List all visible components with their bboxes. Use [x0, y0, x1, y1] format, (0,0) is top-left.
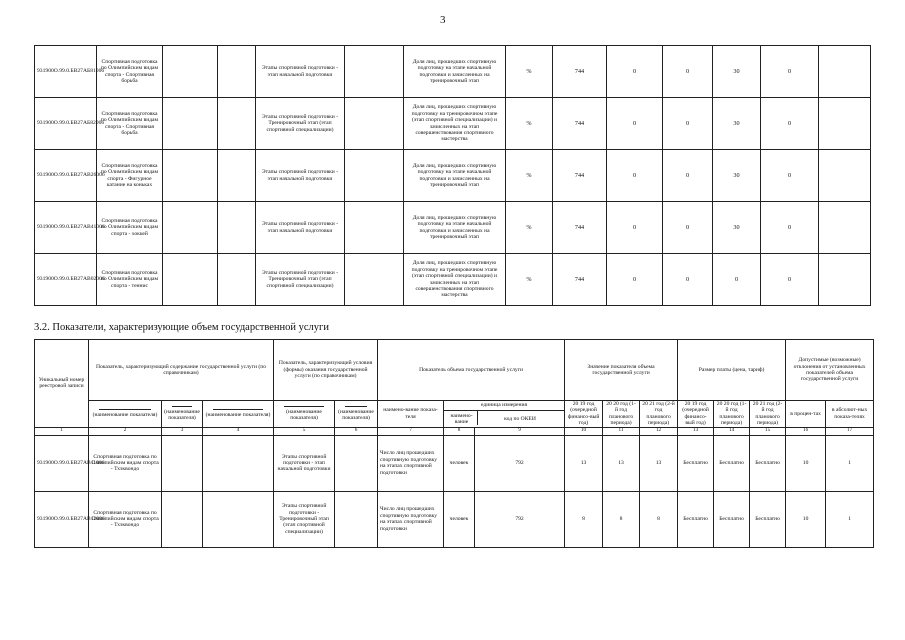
value-cell: 0 [663, 98, 713, 150]
subheader-name: (наименование показателя) [274, 401, 335, 428]
column-index: 11 [603, 427, 640, 435]
volume-indicator: Число лиц прошедших спортивную подготовку на этапах спортивной подготовки [378, 435, 444, 491]
empty-cell [345, 202, 404, 254]
registry-code: 931900О.99.0.БВ27АВ41006 [35, 202, 97, 254]
value-cell: 30 [713, 46, 761, 98]
unit-cell: человек [444, 435, 475, 491]
empty-cell [218, 98, 256, 150]
fee-cell: Бесплатно [750, 435, 786, 491]
value-cell: 0 [761, 202, 819, 254]
column-index: 1 [35, 427, 89, 435]
condition-indicator: Этапы спортивной подготовки - Тренировочный этап (этап спортивной специализации) [274, 491, 335, 547]
subheader-name: (наименование показателя) [335, 401, 378, 428]
column-index: 2 [89, 427, 162, 435]
value-cell: 0 [761, 46, 819, 98]
quality-indicator: Доля лиц, прошедших спортивную подготовку на тренировочном этапе (этап спортивной специализации) и зачисленных на этап совершенствования спортивного мастерства [404, 254, 506, 306]
quality-table [34, 45, 871, 306]
deviation-percent: 10 [786, 491, 826, 547]
table-row [35, 202, 871, 254]
okei-cell: 792 [475, 435, 565, 491]
column-index: 13 [678, 427, 714, 435]
subheader-name: (наименование показателя) [89, 401, 162, 428]
subheader-name: (наименование показателя) [203, 401, 274, 428]
condition-indicator: Этапы спортивной подготовки - Тренировочный этап (этап спортивной специализации) [256, 98, 345, 150]
header-deviation: Допустимые (возможные) отклонения от установленных показателей объема государственной услуги [786, 340, 874, 401]
condition-indicator: Этапы спортивной подготовки - этап начальной подготовки [256, 150, 345, 202]
registry-code: 931900О.99.0.БВ27АВ11006 [35, 435, 89, 491]
column-index: 3 [162, 427, 203, 435]
column-index: 8 [444, 427, 475, 435]
condition-indicator: Этапы спортивной подготовки - Тренировочный этап (этап спортивной специализации) [256, 254, 345, 306]
value-cell: 30 [713, 98, 761, 150]
value-cell: 30 [713, 150, 761, 202]
value-cell: 13 [565, 435, 603, 491]
subheader-year-3: 20 21 год (2-й год планового периода) [640, 401, 678, 428]
value-cell: 8 [565, 491, 603, 547]
subheader-deviation-percent: в процен-тах [786, 401, 826, 428]
empty-cell [203, 491, 274, 547]
content-indicator: Спортивная подготовка по Олимпийским видам спорта - хоккей [97, 202, 163, 254]
unit-cell: % [506, 254, 553, 306]
registry-code: 931900О.99.0.БВ27АВ12006 [35, 491, 89, 547]
empty-cell [345, 98, 404, 150]
subheader-year-2: 20 20 год (1-й год планового периода) [603, 401, 640, 428]
empty-cell [163, 98, 218, 150]
subheader-year-2: 20 20 год (1-й год планового периода) [714, 401, 750, 428]
subheader-name: (наименование показателя) [162, 401, 203, 428]
column-index: 16 [786, 427, 826, 435]
deviation-percent: 10 [786, 435, 826, 491]
condition-indicator: Этапы спортивной подготовки - этап начальной подготовки [256, 46, 345, 98]
unit-cell: % [506, 98, 553, 150]
empty-cell [819, 202, 871, 254]
subheader-deviation-absolute: в абсолют-ных показа-телях [826, 401, 874, 428]
section-title: 3.2. Показатели, характеризующие объем государственной услуги [34, 322, 329, 333]
unit-cell: % [506, 150, 553, 202]
column-index: 14 [714, 427, 750, 435]
quality-indicator: Доля лиц, прошедших спортивную подготовку на этапе начальной подготовки и зачисленных на тренировочный этап [404, 202, 506, 254]
value-cell: 0 [713, 254, 761, 306]
unit-cell: человек [444, 491, 475, 547]
condition-indicator: Этапы спортивной подготовки - этап начальной подготовки [274, 435, 335, 491]
header-value: Значение показателя объема государственной услуги [565, 340, 678, 401]
subheader-year-1: 20 19 год (очередной финансо-вый год) [565, 401, 603, 428]
empty-cell [163, 46, 218, 98]
empty-cell [218, 202, 256, 254]
value-cell: 30 [713, 202, 761, 254]
value-cell: 0 [607, 150, 663, 202]
table-row [35, 254, 871, 306]
value-cell: 0 [761, 98, 819, 150]
empty-cell [819, 46, 871, 98]
value-cell: 0 [663, 202, 713, 254]
empty-cell [163, 254, 218, 306]
value-cell: 0 [663, 150, 713, 202]
registry-code: 931900О.99.0.БВ27АБ81006 [35, 46, 97, 98]
value-cell: 0 [761, 254, 819, 306]
fee-cell: Бесплатно [750, 491, 786, 547]
header-content: Показатель, характеризующий содержание государственной услуги (по справочникам) [89, 340, 274, 401]
okei-cell: 744 [553, 98, 607, 150]
unit-cell: % [506, 46, 553, 98]
value-cell: 13 [640, 435, 678, 491]
page-number: 3 [440, 14, 446, 26]
value-cell: 0 [607, 98, 663, 150]
empty-cell [163, 150, 218, 202]
unit-cell: % [506, 202, 553, 254]
header-condition: Показатель, характеризующий условия (формы) оказания государственной услуги (по справочникам) [274, 340, 378, 401]
table-row [35, 46, 871, 98]
deviation-absolute: 1 [826, 491, 874, 547]
deviation-absolute: 1 [826, 435, 874, 491]
value-cell: 0 [607, 202, 663, 254]
empty-cell [162, 491, 203, 547]
column-index: 7 [378, 427, 444, 435]
empty-cell [335, 435, 378, 491]
subheader-year-1: 20 19 год (очередной финансо-вый год) [678, 401, 714, 428]
value-cell: 0 [607, 254, 663, 306]
value-cell: 8 [640, 491, 678, 547]
column-index: 12 [640, 427, 678, 435]
okei-cell: 792 [475, 491, 565, 547]
quality-indicator: Доля лиц, прошедших спортивную подготовку на тренировочном этапе (этап спортивной специализации) и зачисленных на этап совершенствования спортивного мастерства [404, 98, 506, 150]
registry-code: 931900О.99.0.БВ27АВ26006 [35, 150, 97, 202]
table-row [35, 435, 874, 491]
content-indicator: Спортивная подготовка по Олимпийским видам спорта - теннис [97, 254, 163, 306]
empty-cell [345, 150, 404, 202]
table-row [35, 491, 874, 547]
column-index: 6 [335, 427, 378, 435]
fee-cell: Бесплатно [714, 435, 750, 491]
subheader-year-3: 20 21 год (2-й год планового периода) [750, 401, 786, 428]
condition-indicator: Этапы спортивной подготовки - этап начальной подготовки [256, 202, 345, 254]
content-indicator: Спортивная подготовка по Олимпийским видам спорта - Тхэквондо [89, 491, 162, 547]
column-index: 4 [203, 427, 274, 435]
value-cell: 0 [607, 46, 663, 98]
value-cell: 0 [663, 254, 713, 306]
empty-cell [163, 202, 218, 254]
registry-code: 931900О.99.0.БВ27АВ02006 [35, 254, 97, 306]
quality-indicator: Доля лиц, прошедших спортивную подготовку на этапе начальной подготовки и зачисленных на тренировочный этап [404, 46, 506, 98]
empty-cell [819, 254, 871, 306]
empty-cell [819, 150, 871, 202]
header-volume: Показатель объема государственной услуги [378, 340, 565, 401]
subheader-okei: код по ОКЕИ [504, 415, 536, 422]
column-index: 9 [475, 427, 565, 435]
okei-cell: 744 [553, 202, 607, 254]
empty-cell [345, 46, 404, 98]
volume-table [34, 339, 874, 548]
table-row [35, 98, 871, 150]
empty-cell [162, 435, 203, 491]
column-index: 17 [826, 427, 874, 435]
value-cell: 0 [761, 150, 819, 202]
header-fee: Размер платы (цена, тариф) [678, 340, 786, 401]
empty-cell [335, 491, 378, 547]
table-row [35, 150, 871, 202]
empty-cell [203, 435, 274, 491]
quality-indicator: Доля лиц, прошедших спортивную подготовку на этапе начальной подготовки и зачисленных на тренировочный этап [404, 150, 506, 202]
content-indicator: Спортивная подготовка по Олимпийским видам спорта - Тхэквондо [89, 435, 162, 491]
empty-cell [218, 150, 256, 202]
header-code: Уникальный номер реестровой записи [35, 340, 89, 428]
content-indicator: Спортивная подготовка по Олимпийским видам спорта - Спортивная борьба [97, 46, 163, 98]
content-indicator: Спортивная подготовка по Олимпийским видам спорта - Спортивная борьба [97, 98, 163, 150]
empty-cell [345, 254, 404, 306]
value-cell: 0 [663, 46, 713, 98]
okei-cell: 744 [553, 150, 607, 202]
registry-code: 931900О.99.0.БВ27АБ82006 [35, 98, 97, 150]
empty-cell [819, 98, 871, 150]
empty-cell [218, 254, 256, 306]
value-cell: 13 [603, 435, 640, 491]
column-index: 5 [274, 427, 335, 435]
column-index: 10 [565, 427, 603, 435]
empty-cell [218, 46, 256, 98]
okei-cell: 744 [553, 46, 607, 98]
subheader-unit: единица измерения наимено-вание код по ОКЕИ [444, 401, 565, 428]
volume-indicator: Число лиц прошедших спортивную подготовку на этапах спортивной подготовки [378, 491, 444, 547]
okei-cell: 744 [553, 254, 607, 306]
subheader-unit-name: наимено-вание [446, 411, 478, 426]
fee-cell: Бесплатно [678, 435, 714, 491]
column-index: 15 [750, 427, 786, 435]
subheader-volume-name: наимено-вание показа-теля [378, 401, 444, 428]
fee-cell: Бесплатно [678, 491, 714, 547]
content-indicator: Спортивная подготовка по Олимпийским видам спорта - Фигурное катание на коньках [97, 150, 163, 202]
fee-cell: Бесплатно [714, 491, 750, 547]
value-cell: 8 [603, 491, 640, 547]
